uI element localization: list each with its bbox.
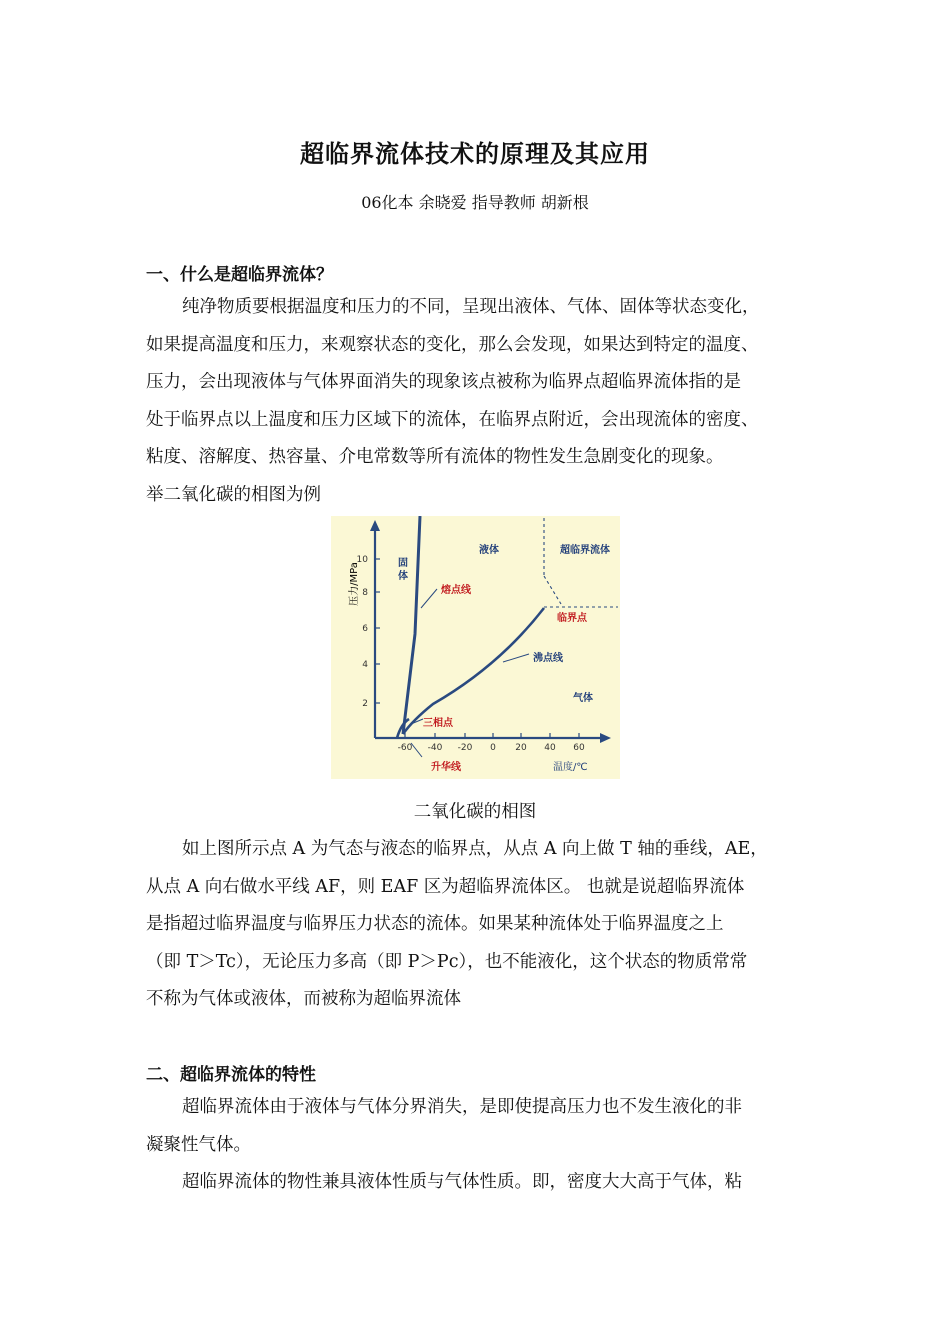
x-tick-label: 20 bbox=[515, 743, 527, 753]
co2-phase-diagram bbox=[331, 516, 620, 779]
text-line: 从点 A 向右做水平线 AF，则 EAF 区为超临界流体区。 也就是说超临界流体 bbox=[146, 876, 745, 897]
text-line: 是指超过临界温度与临界压力状态的流体。如果某种流体处于临界温度之上 bbox=[146, 914, 724, 935]
y-tick-label: 10 bbox=[356, 555, 368, 565]
phase-diagram-svg bbox=[331, 516, 620, 779]
solid-label-line2: 体 bbox=[398, 571, 408, 582]
section1-paragraph-2 bbox=[146, 831, 826, 1019]
y-axis-label: 压力/MPa bbox=[349, 562, 360, 606]
x-axis-label: 温度/℃ bbox=[553, 762, 588, 773]
y-tick-label: 2 bbox=[362, 699, 368, 709]
section2-paragraph-1 bbox=[146, 1089, 826, 1164]
page-title: 超临界流体技术的原理及其应用 bbox=[300, 139, 650, 168]
section2-paragraph-2 bbox=[146, 1164, 826, 1202]
text-line: 压力，会出现液体与气体界面消失的现象该点被称为临界点超临界流体指的是 bbox=[146, 372, 741, 393]
section2-heading: 二、超临界流体的特性 bbox=[146, 1065, 316, 1085]
critical-point-label: 临界点 bbox=[557, 613, 587, 624]
text-line: 粘度、溶解度、热容量、介电常数等所有流体的物性发生急剧变化的现象。 bbox=[146, 447, 724, 468]
text-line: （即 T＞Tc），无论压力多高（即 P＞Pc），也不能液化，这个状态的物质常常 bbox=[146, 951, 748, 972]
text-line: 如果提高温度和压力，来观察状态的变化，那么会发现，如果达到特定的温度、 bbox=[146, 334, 759, 355]
y-tick-label: 4 bbox=[362, 660, 368, 670]
x-tick-label: -60 bbox=[397, 743, 413, 753]
text-line: 举二氧化碳的相图为例 bbox=[146, 484, 321, 505]
x-tick-label: 60 bbox=[573, 743, 585, 753]
solid-label-line1: 固 bbox=[398, 558, 408, 569]
text-line: 不称为气体或液体，而被称为超临界流体 bbox=[146, 989, 461, 1010]
text-line: 超临界流体的物性兼具液体性质与气体性质。即，密度大大高于气体，粘 bbox=[182, 1172, 742, 1192]
text-line: 超临界流体由于液体与气体分界消失，是即使提高压力也不发生液化的非 bbox=[182, 1097, 742, 1117]
figure-caption: 二氧化碳的相图 bbox=[413, 802, 537, 822]
section1-heading: 一、什么是超临界流体？ bbox=[146, 265, 333, 285]
x-tick-label: -20 bbox=[457, 743, 473, 753]
gas-region-label: 气体 bbox=[573, 693, 593, 704]
text-line: 处于临界点以上温度和压力区域下的流体，在临界点附近，会出现流体的密度、 bbox=[146, 409, 759, 430]
boiling-line-label: 沸点线 bbox=[533, 653, 563, 664]
x-tick-label: -40 bbox=[427, 743, 443, 753]
text-line: 凝聚性气体。 bbox=[146, 1134, 251, 1155]
liquid-region-label: 液体 bbox=[479, 545, 499, 556]
sublimation-line-label: 升华线 bbox=[431, 762, 461, 773]
y-tick-label: 8 bbox=[362, 588, 368, 598]
text-line: 如上图所示点 A 为气态与液态的临界点，从点 A 向上做 T 轴的垂线，AE， bbox=[182, 839, 768, 859]
author-byline: 06化本 余晓爱 指导教师 胡新根 bbox=[361, 193, 589, 212]
y-tick-label: 6 bbox=[362, 624, 368, 634]
supercritical-region-label: 超临界流体 bbox=[560, 545, 610, 556]
x-tick-label: 0 bbox=[490, 743, 496, 753]
melting-line-label: 熔点线 bbox=[441, 585, 471, 596]
text-line: 纯净物质要根据温度和压力的不同，呈现出液体、气体、固体等状态变化， bbox=[182, 297, 760, 317]
x-tick-label: 40 bbox=[544, 743, 556, 753]
section1-paragraph-1 bbox=[146, 289, 826, 515]
triple-point-label: 三相点 bbox=[423, 718, 453, 729]
